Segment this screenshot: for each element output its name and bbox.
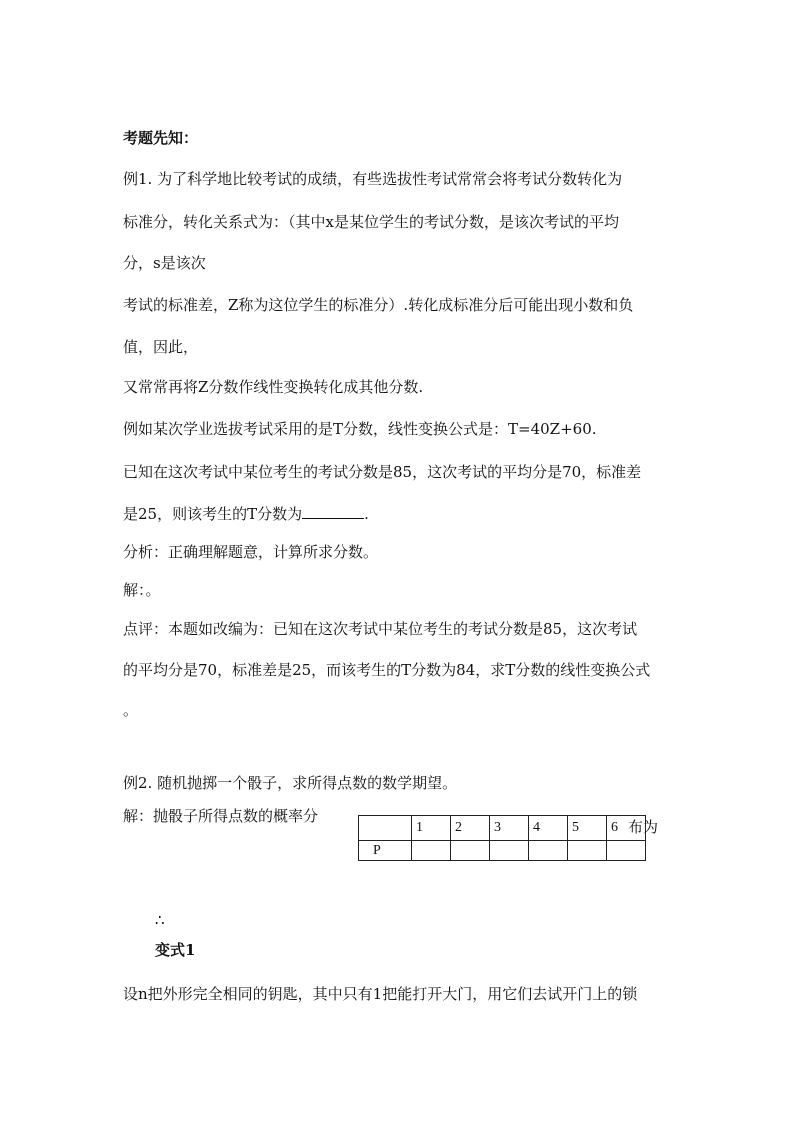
comment-line3: 。 <box>123 701 139 719</box>
table-cell <box>359 816 412 841</box>
comment-line1: 点评：本题如改编为：已知在这次考试中某位考生的考试分数是85，这次考试 <box>123 620 638 638</box>
example1-line1: 例1. 为了科学地比较考试的成绩，有些选拔性考试常常会将考试分数转化为 <box>123 170 623 188</box>
example1-line4: 考试的标准差，Z称为这位学生的标准分）.转化成标准分后可能出现小数和负 <box>123 296 634 314</box>
table-cell <box>529 841 568 861</box>
example2-solution-prefix: 解：抛骰子所得点数的概率分 <box>123 807 319 825</box>
variant-title: 变式1 <box>155 941 196 959</box>
table-cell <box>490 841 529 861</box>
solution: 解：。 <box>123 581 161 599</box>
example1-line7: 例如某次学业选拔考试采用的是T分数，线性变换公式是：T=40Z+60. <box>123 420 597 438</box>
example1-line9-end: . <box>364 505 369 523</box>
table-cell <box>607 841 646 861</box>
table-cell: 6 <box>607 816 646 841</box>
table-cell <box>451 841 490 861</box>
analysis: 分析：正确理解题意，计算所求分数。 <box>123 543 379 561</box>
table-cell: 3 <box>490 816 529 841</box>
example1-line2: 标准分，转化关系式为：（其中x是某位学生的考试分数，是该次考试的平均 <box>123 213 619 231</box>
table-cell: 4 <box>529 816 568 841</box>
table-cell <box>568 841 607 861</box>
therefore-symbol: ∴ <box>155 911 165 929</box>
table-row <box>359 816 646 841</box>
probability-table <box>358 815 646 861</box>
variant-text: 设n把外形完全相同的钥匙，其中只有1把能打开大门，用它们去试开门上的锁 <box>123 985 638 1003</box>
example2-solution-suffix: 布为 <box>628 818 659 836</box>
example1-line9-text: 是25，则该考生的T分数为 <box>123 505 303 523</box>
comment-line2: 的平均分是70，标准差是25，而该考生的T分数为84，求T分数的线性变换公式 <box>123 661 651 679</box>
example1-line9 <box>123 504 369 524</box>
table-cell: P <box>359 841 412 861</box>
table-row <box>359 841 646 861</box>
table-cell: 1 <box>412 816 451 841</box>
heading: 考题先知： <box>123 129 199 147</box>
table-cell: 2 <box>451 816 490 841</box>
example2-title: 例2. 随机抛掷一个骰子，求所得点数的数学期望。 <box>123 774 458 792</box>
example1-line8: 已知在这次考试中某位考生的考试分数是85，这次考试的平均分是70，标准差 <box>123 463 642 481</box>
table-cell: 5 <box>568 816 607 841</box>
example1-line5: 值，因此， <box>123 338 199 356</box>
table-cell <box>412 841 451 861</box>
answer-blank <box>302 504 364 519</box>
example1-line6: 又常常再将Z分数作线性变换转化成其他分数. <box>123 378 424 396</box>
example1-line3: 分，s是该次 <box>123 254 206 272</box>
